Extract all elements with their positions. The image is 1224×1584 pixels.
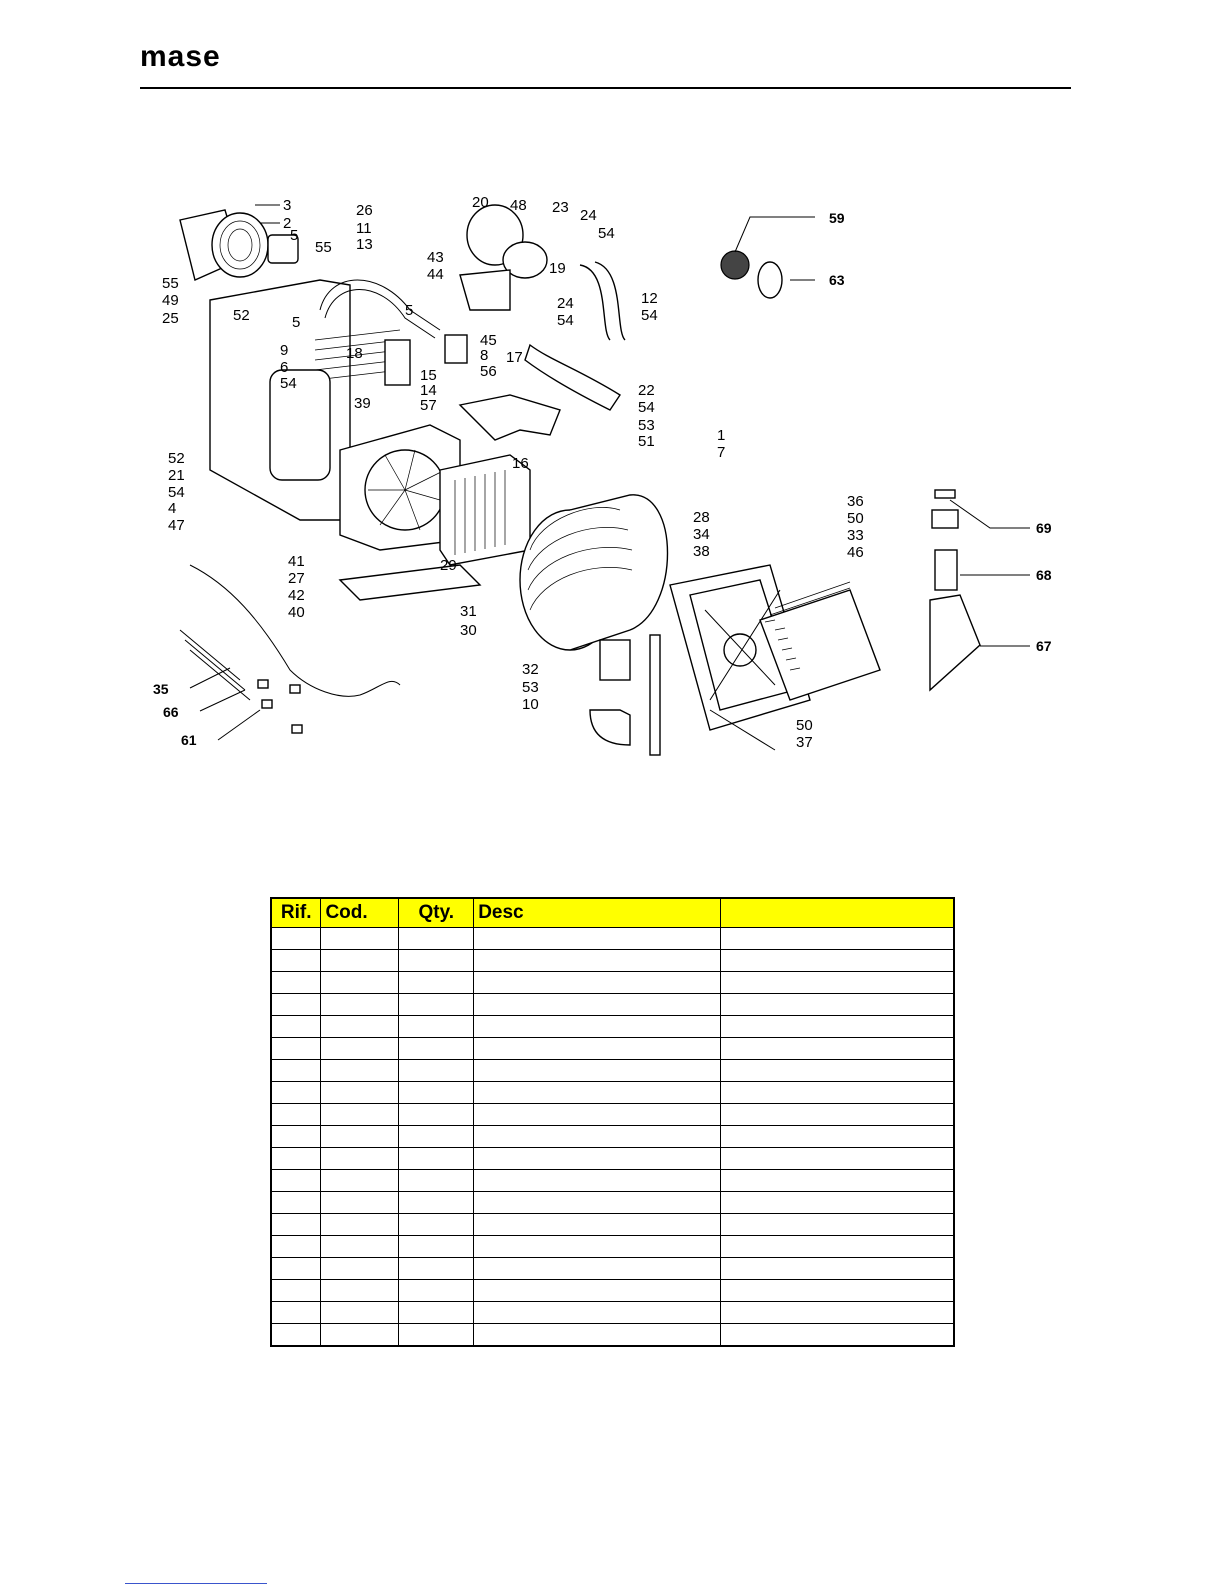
- svg-text:61: 61: [181, 732, 197, 748]
- table-cell: [321, 1324, 399, 1347]
- svg-text:5: 5: [290, 227, 299, 244]
- table-cell: [721, 972, 954, 994]
- table-cell: [474, 1170, 721, 1192]
- svg-text:38: 38: [693, 543, 710, 560]
- table-cell: [321, 994, 399, 1016]
- impeller-part: [721, 251, 782, 298]
- svg-text:55: 55: [162, 275, 179, 292]
- svg-text:18: 18: [346, 345, 363, 362]
- table-cell: [271, 1038, 321, 1060]
- svg-text:5: 5: [405, 302, 414, 319]
- table-cell: [399, 1060, 474, 1082]
- table-cell: [721, 1324, 954, 1347]
- svg-text:20: 20: [472, 194, 489, 211]
- table-cell: [271, 1104, 321, 1126]
- svg-text:55: 55: [315, 239, 332, 256]
- table-cell: [721, 1302, 954, 1324]
- table-row: [271, 1324, 954, 1347]
- svg-text:9: 9: [280, 342, 289, 359]
- table-cell: [721, 1148, 954, 1170]
- svg-text:35: 35: [153, 681, 169, 697]
- table-cell: [474, 1324, 721, 1347]
- table-cell: [321, 1016, 399, 1038]
- table-cell: [399, 1280, 474, 1302]
- table-row: [271, 1258, 954, 1280]
- table-row: [271, 1126, 954, 1148]
- switch-parts: [930, 490, 980, 690]
- svg-text:53: 53: [638, 417, 655, 434]
- svg-text:8: 8: [480, 347, 489, 364]
- svg-text:47: 47: [168, 517, 185, 534]
- svg-text:39: 39: [354, 395, 371, 412]
- table-cell: [474, 972, 721, 994]
- svg-text:11: 11: [356, 220, 372, 237]
- table-cell: [399, 1170, 474, 1192]
- svg-text:59: 59: [829, 210, 845, 226]
- table-cell: [321, 1126, 399, 1148]
- svg-text:34: 34: [693, 526, 710, 543]
- svg-text:13: 13: [356, 236, 373, 253]
- table-cell: [321, 1214, 399, 1236]
- svg-text:21: 21: [168, 467, 185, 484]
- table-cell: [271, 1324, 321, 1347]
- table-cell: [474, 950, 721, 972]
- table-row: [271, 1104, 954, 1126]
- table-cell: [721, 1038, 954, 1060]
- svg-text:54: 54: [557, 312, 574, 329]
- table-row: [271, 1302, 954, 1324]
- svg-text:48: 48: [510, 197, 527, 214]
- table-cell: [321, 950, 399, 972]
- table-cell: [271, 950, 321, 972]
- svg-text:31: 31: [460, 603, 477, 620]
- svg-text:37: 37: [796, 734, 813, 751]
- svg-text:52: 52: [233, 307, 250, 324]
- svg-text:22: 22: [638, 382, 655, 399]
- table-cell: [271, 1016, 321, 1038]
- table-cell: [271, 928, 321, 950]
- svg-text:69: 69: [1036, 520, 1052, 536]
- table-cell: [721, 1170, 954, 1192]
- table-cell: [474, 1236, 721, 1258]
- table-cell: [321, 1192, 399, 1214]
- svg-text:66: 66: [163, 704, 179, 720]
- svg-text:54: 54: [168, 484, 185, 501]
- table-row: [271, 1082, 954, 1104]
- parts-table-body: [271, 928, 954, 1347]
- table-cell: [721, 1060, 954, 1082]
- svg-text:23: 23: [552, 199, 569, 216]
- svg-text:45: 45: [480, 332, 497, 349]
- table-cell: [721, 1192, 954, 1214]
- table-cell: [271, 1082, 321, 1104]
- table-cell: [721, 928, 954, 950]
- table-cell: [399, 972, 474, 994]
- table-cell: [474, 1148, 721, 1170]
- svg-text:36: 36: [847, 493, 864, 510]
- svg-text:49: 49: [162, 292, 179, 309]
- svg-text:30: 30: [460, 622, 477, 639]
- svg-text:40: 40: [288, 604, 305, 621]
- table-cell: [721, 1016, 954, 1038]
- table-row: [271, 1060, 954, 1082]
- table-cell: [474, 1302, 721, 1324]
- table-cell: [321, 1280, 399, 1302]
- column-header-qty: Qty.: [399, 898, 474, 928]
- generator-stator: [520, 495, 668, 650]
- table-row: [271, 950, 954, 972]
- svg-text:46: 46: [847, 544, 864, 561]
- table-cell: [271, 1280, 321, 1302]
- table-cell: [474, 1126, 721, 1148]
- table-cell: [474, 1192, 721, 1214]
- svg-text:54: 54: [280, 375, 297, 392]
- table-cell: [474, 1016, 721, 1038]
- svg-text:33: 33: [847, 527, 864, 544]
- svg-text:27: 27: [288, 570, 305, 587]
- table-cell: [474, 1258, 721, 1280]
- table-cell: [271, 1302, 321, 1324]
- svg-text:5: 5: [292, 314, 301, 331]
- base-plate: [340, 565, 480, 600]
- table-cell: [721, 1126, 954, 1148]
- svg-text:57: 57: [420, 397, 437, 414]
- svg-text:52: 52: [168, 450, 185, 467]
- column-header-extra: [721, 898, 954, 928]
- table-cell: [271, 1148, 321, 1170]
- table-cell: [474, 928, 721, 950]
- table-cell: [399, 1126, 474, 1148]
- table-cell: [321, 1082, 399, 1104]
- table-cell: [271, 994, 321, 1016]
- table-cell: [321, 1038, 399, 1060]
- table-cell: [721, 1258, 954, 1280]
- svg-text:19: 19: [549, 260, 566, 277]
- table-cell: [321, 1236, 399, 1258]
- svg-text:42: 42: [288, 587, 305, 604]
- svg-text:24: 24: [557, 295, 574, 312]
- table-cell: [271, 1060, 321, 1082]
- table-cell: [399, 1148, 474, 1170]
- svg-text:29: 29: [440, 557, 457, 574]
- table-cell: [399, 1214, 474, 1236]
- svg-text:56: 56: [480, 363, 497, 380]
- table-cell: [721, 1236, 954, 1258]
- table-cell: [474, 1082, 721, 1104]
- svg-text:53: 53: [522, 679, 539, 696]
- table-cell: [321, 1302, 399, 1324]
- svg-text:4: 4: [168, 500, 177, 517]
- column-header-cod: Cod.: [321, 898, 399, 928]
- svg-text:28: 28: [693, 509, 710, 526]
- svg-text:54: 54: [598, 225, 615, 242]
- svg-text:25: 25: [162, 310, 179, 327]
- air-filter-assembly: [180, 210, 298, 280]
- table-cell: [399, 1016, 474, 1038]
- svg-text:50: 50: [796, 717, 813, 734]
- table-cell: [721, 1214, 954, 1236]
- svg-text:54: 54: [641, 307, 658, 324]
- svg-text:43: 43: [427, 249, 444, 266]
- svg-text:2: 2: [283, 215, 292, 232]
- svg-text:68: 68: [1036, 567, 1052, 583]
- table-row: [271, 1016, 954, 1038]
- table-row: [271, 1192, 954, 1214]
- column-header-rif: Rif.: [271, 898, 321, 928]
- table-cell: [321, 1060, 399, 1082]
- table-cell: [474, 994, 721, 1016]
- table-cell: [271, 1170, 321, 1192]
- table-cell: [321, 1148, 399, 1170]
- svg-text:7: 7: [717, 444, 726, 461]
- table-cell: [721, 1280, 954, 1302]
- table-cell: [271, 1214, 321, 1236]
- table-cell: [399, 1236, 474, 1258]
- svg-text:24: 24: [580, 207, 597, 224]
- table-cell: [474, 1060, 721, 1082]
- table-cell: [399, 1324, 474, 1347]
- table-cell: [721, 1082, 954, 1104]
- table-row: [271, 1170, 954, 1192]
- parts-table: [270, 897, 955, 1347]
- table-cell: [399, 1302, 474, 1324]
- table-row: [271, 994, 954, 1016]
- svg-text:67: 67: [1036, 638, 1052, 654]
- table-cell: [271, 1126, 321, 1148]
- svg-text:63: 63: [829, 272, 845, 288]
- svg-text:3: 3: [283, 197, 292, 214]
- table-cell: [399, 950, 474, 972]
- table-cell: [399, 1082, 474, 1104]
- svg-text:6: 6: [280, 359, 289, 376]
- exhaust-outlet-elbow: [590, 635, 660, 755]
- table-cell: [399, 1258, 474, 1280]
- table-cell: [399, 1038, 474, 1060]
- table-cell: [721, 1104, 954, 1126]
- table-cell: [321, 1258, 399, 1280]
- exploded-parts-diagram: [150, 190, 1070, 780]
- table-cell: [399, 994, 474, 1016]
- table-header-row: [271, 898, 954, 928]
- table-cell: [271, 1192, 321, 1214]
- svg-text:15: 15: [420, 367, 437, 384]
- table-cell: [321, 1170, 399, 1192]
- svg-text:17: 17: [506, 349, 523, 366]
- table-cell: [721, 994, 954, 1016]
- svg-text:26: 26: [356, 202, 373, 219]
- svg-text:51: 51: [638, 433, 655, 450]
- table-row: [271, 972, 954, 994]
- svg-text:54: 54: [638, 399, 655, 416]
- table-cell: [399, 1104, 474, 1126]
- svg-text:44: 44: [427, 266, 444, 283]
- table-cell: [321, 1104, 399, 1126]
- table-cell: [321, 928, 399, 950]
- svg-text:1: 1: [717, 427, 726, 444]
- table-row: [271, 1038, 954, 1060]
- table-cell: [474, 1214, 721, 1236]
- table-row: [271, 1280, 954, 1302]
- svg-text:10: 10: [522, 696, 539, 713]
- header-rule: [140, 87, 1071, 89]
- table-cell: [271, 1258, 321, 1280]
- table-row: [271, 1148, 954, 1170]
- table-cell: [271, 1236, 321, 1258]
- table-cell: [271, 972, 321, 994]
- table-cell: [399, 928, 474, 950]
- table-cell: [474, 1038, 721, 1060]
- table-row: [271, 928, 954, 950]
- svg-text:32: 32: [522, 661, 539, 678]
- table-cell: [474, 1280, 721, 1302]
- svg-text:14: 14: [420, 382, 437, 399]
- table-row: [271, 1236, 954, 1258]
- table-cell: [399, 1192, 474, 1214]
- table-cell: [321, 972, 399, 994]
- table-row: [271, 1214, 954, 1236]
- svg-text:41: 41: [288, 553, 305, 570]
- table-cell: [721, 950, 954, 972]
- svg-text:12: 12: [641, 290, 658, 307]
- svg-text:16: 16: [512, 455, 529, 472]
- brand-logo: mase: [140, 40, 221, 73]
- svg-text:50: 50: [847, 510, 864, 527]
- column-header-desc: Desc: [474, 898, 721, 928]
- table-cell: [474, 1104, 721, 1126]
